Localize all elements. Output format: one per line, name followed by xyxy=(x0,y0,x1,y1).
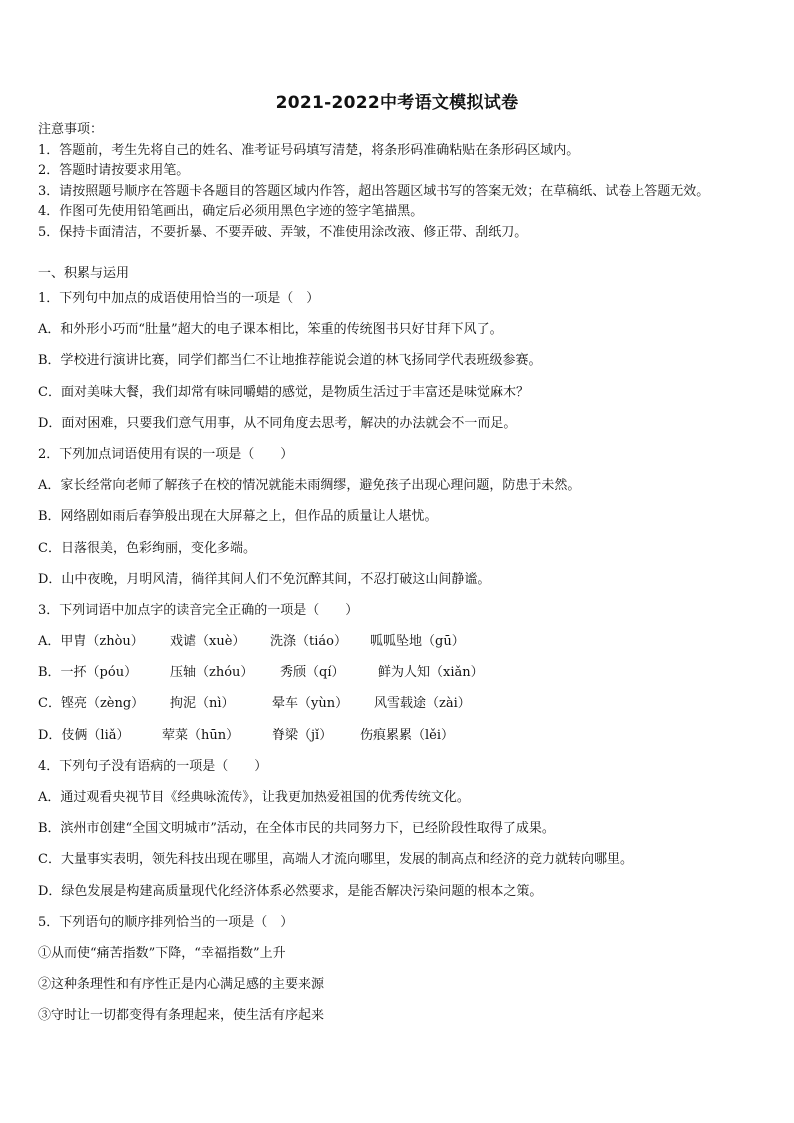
question-2-option-a: A．家长经常向老师了解孩子在校的情况就能未雨绸缪，避免孩子出现心理问题，防患于未然。 xyxy=(38,478,581,494)
question-2-option-d: D．山中夜晚，月明风清，徜徉其间人们不免沉醉其间，不忍打破这山间静谧。 xyxy=(38,571,491,587)
option-term: A．甲胄（zhòu） xyxy=(38,634,144,650)
option-term: 呱呱坠地（gū） xyxy=(370,634,465,650)
question-5-item: ③守时让一切都变得有条理起来，使生活有序起来 xyxy=(38,1008,325,1024)
option-term: B．一抔（póu） xyxy=(38,665,138,681)
question-1-option-b: B．学校进行演讲比赛，同学们都当仁不让地推荐能说会道的林飞扬同学代表班级参赛。 xyxy=(38,353,542,369)
question-5-item: ①从而使“痛苦指数”下降，“幸福指数”上升 xyxy=(38,945,286,961)
question-1-option-c: C．面对美味大餐，我们却常有味同嚼蜡的感觉，是物质生活过于丰富还是味觉麻木？ xyxy=(38,384,529,400)
question-1-option-d: D．面对困难，只要我们意气用事，从不同角度去思考，解决的办法就会不一而足。 xyxy=(38,415,517,431)
question-3-option-c xyxy=(38,694,783,725)
notice-item: 3．请按照题号顺序在答题卡各题目的答题区域内作答，超出答题区域书写的答案无效；在草稿纸、试卷上答题无效。 xyxy=(38,183,710,199)
question-3-stem: 3．下列词语中加点字的读音完全正确的一项是（ ） xyxy=(38,602,359,618)
question-3-option-d xyxy=(38,726,783,757)
question-2-option-c: C．日落很美，色彩绚丽，变化多端。 xyxy=(38,540,256,556)
page-title: 2021-2022中考语文模拟试卷 xyxy=(275,93,519,113)
question-2-stem: 2．下列加点词语使用有误的一项是（ ） xyxy=(38,446,294,462)
question-4-option-a: A．通过观看央视节目《经典咏流传》，让我更加热爱祖国的优秀传统文化。 xyxy=(38,790,470,805)
question-3-option-b xyxy=(38,663,783,694)
option-term: 秀颀（qí） xyxy=(280,665,345,681)
notice-block xyxy=(38,120,778,244)
question-2-option-b: B．网络剧如雨后春笋般出现在大屏幕之上，但作品的质量让人堪忧。 xyxy=(38,509,438,525)
option-term: 脊梁（jǐ） xyxy=(272,727,333,743)
question-4-option-c: C．大量事实表明，领先科技出现在哪里，高端人才流向哪里，发展的制高点和经济的竞力就转向哪里。 xyxy=(38,852,633,868)
question-1-stem: 1．下列句中加点的成语使用恰当的一项是（ ） xyxy=(38,291,320,306)
section-heading: 一、积累与运用 xyxy=(38,266,130,281)
option-term: C．铿亮（zèng） xyxy=(38,696,145,712)
option-term: 晕车（yùn） xyxy=(272,696,349,712)
notice-heading: 注意事项： xyxy=(38,122,104,137)
option-term: 拘泥（nì） xyxy=(170,696,235,712)
option-term: 戏谑（xuè） xyxy=(170,634,246,650)
option-term: D．伎俩（liǎ） xyxy=(38,727,130,743)
question-4-option-d: D．绿色发展是构建高质量现代化经济体系必然要求，是能否解决污染问题的根本之策。 xyxy=(38,883,543,899)
notice-item: 5．保持卡面清洁，不要折暴、不要弄破、弄皱，不准使用涂改液、修正带、刮纸刀。 xyxy=(38,224,528,240)
notice-item: 2．答题时请按要求用笔。 xyxy=(38,163,190,179)
option-term: 荤菜（hūn） xyxy=(162,727,240,743)
option-term: 鲜为人知（xiǎn） xyxy=(378,665,484,681)
option-term: 伤痕累累（lěi） xyxy=(360,727,455,743)
question-1-option-a: A．和外形小巧而“肚量”超大的电子课本相比，笨重的传统图书只好甘拜下风了。 xyxy=(38,322,503,338)
question-content xyxy=(38,264,783,1038)
notice-item: 4．作图可先使用铅笔画出，确定后必须用黑色字迹的签字笔描黑。 xyxy=(38,204,424,220)
option-term: 洗涤（tiáo） xyxy=(270,634,347,650)
question-5-stem: 5．下列语句的顺序排列恰当的一项是（ ） xyxy=(38,914,294,930)
question-5-item: ②这种条理性和有序性正是内心满足感的主要来源 xyxy=(38,977,325,993)
question-3-option-a xyxy=(38,632,783,663)
option-term: 风雪载途（zài） xyxy=(374,696,471,712)
option-term: 压轴（zhóu） xyxy=(170,665,254,681)
notice-item: 1．答题前，考生先将自己的姓名、准考证号码填写清楚，将条形码准确粘贴在条形码区域内。 xyxy=(38,142,580,158)
question-4-stem: 4．下列句子没有语病的一项是（ ） xyxy=(38,758,268,774)
question-4-option-b: B．滨州市创建“全国文明城市”活动，在全体市民的共同努力下，已经阶段性取得了成果。 xyxy=(38,821,555,837)
